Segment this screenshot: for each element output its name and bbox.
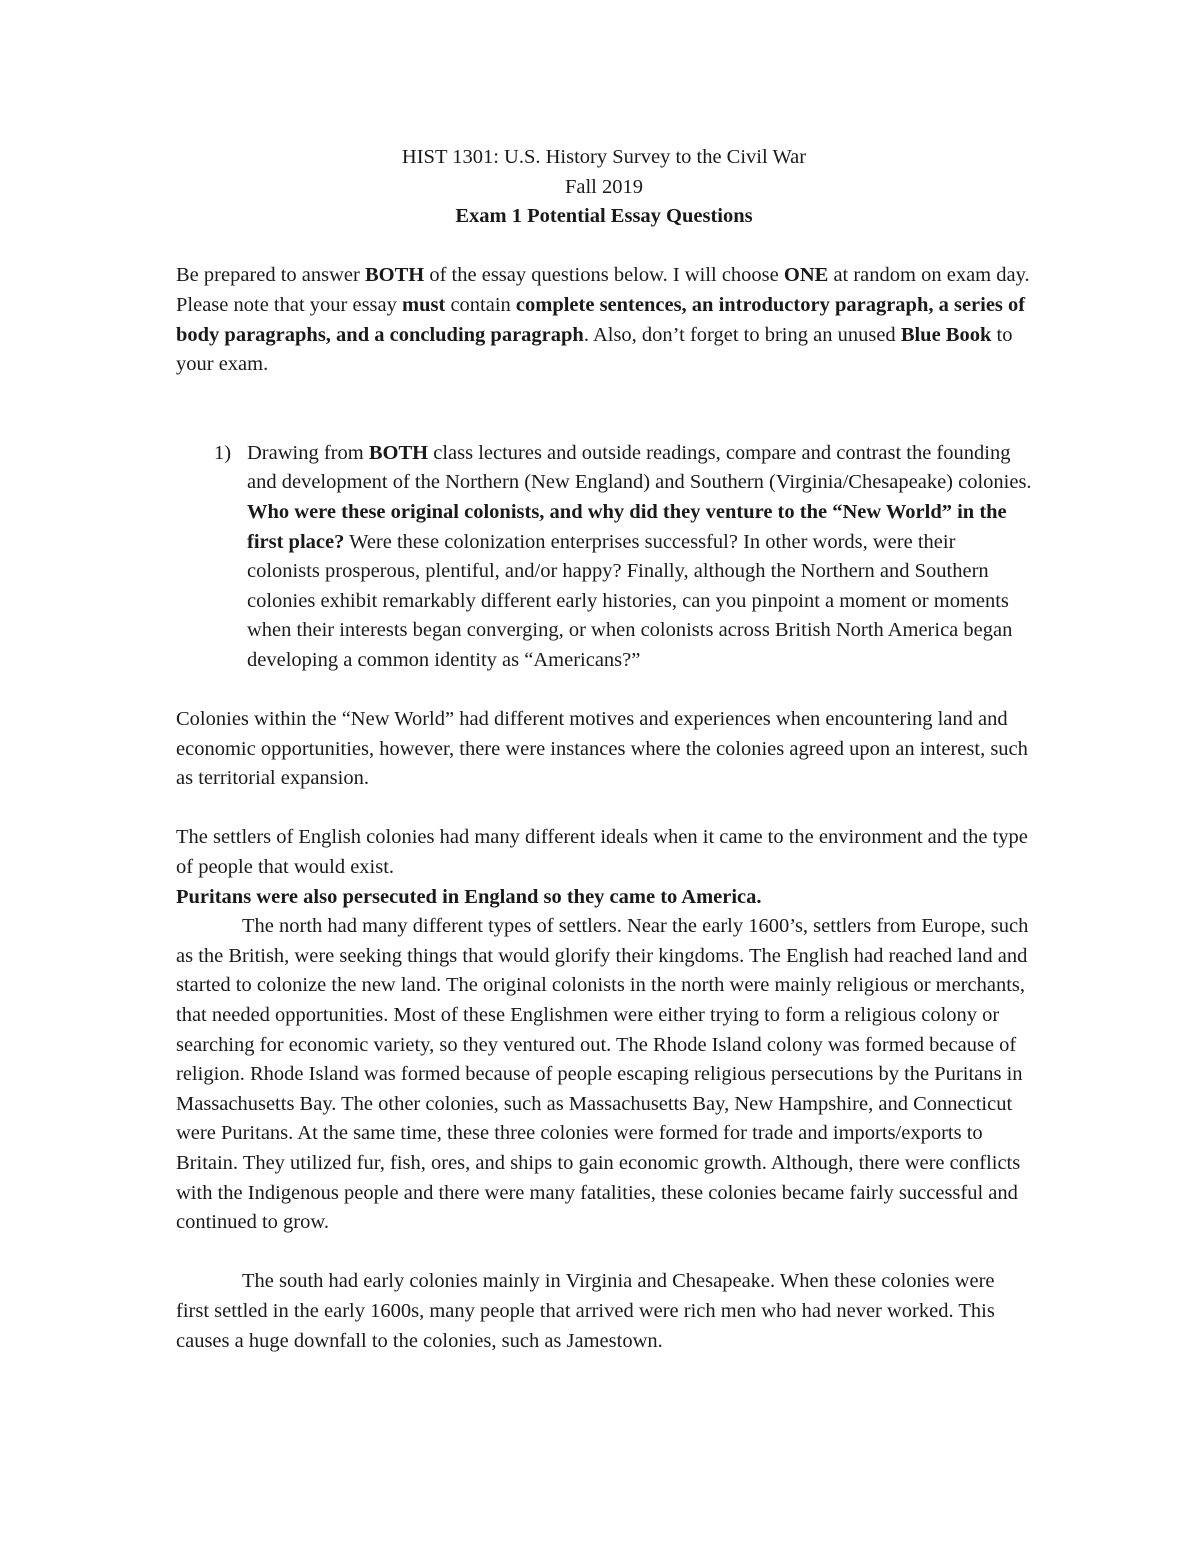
question-text-2: class lectures and outside readings, compare and contrast the founding and development of the Northern (New England) and Southern (Virginia/Chesapeake) colonies. xyxy=(247,441,1032,494)
instructions-text-6: to your exam. xyxy=(176,323,1013,376)
puritans-note-text: Puritans were also persecuted in England so they came to America. xyxy=(176,885,762,908)
instructions-bold-4: complete sentences, an introductory paragraph, a series of body paragraphs, and a concluding paragraph xyxy=(176,293,1026,346)
instructions-bold-2: ONE xyxy=(783,264,829,287)
south-paragraph: The south had early colonies mainly in Virginia and Chesapeake. When these colonies were first settled in the early 1600s, many people that arrived were rich men who had never worked. This causes a huge downfall to the colonies, such as Jamestown. xyxy=(176,1270,995,1352)
instructions-text-4: contain xyxy=(445,293,516,316)
instructions-text-1: Be prepared to answer xyxy=(176,264,365,287)
term: Fall 2019 xyxy=(564,175,644,198)
question-bold-2: Who were these original colonists, and why did they venture to the “New World” in the first place? xyxy=(247,500,1007,553)
document-body xyxy=(176,143,1032,1356)
question-1 xyxy=(176,439,1032,676)
question-text xyxy=(247,439,1032,676)
instructions-text-3: at random on exam day. Please note that your essay xyxy=(176,264,1030,316)
instructions-text-2: of the essay questions below. I will choose xyxy=(424,264,784,287)
question-text-3: Were these colonization enterprises successful? In other words, were their colonists prosperous, plentiful, and/or happy? Finally, although the Northern and Southern colonies exhibit remarkably different early histories, can you pinpoint a moment or moments when their interests began converging, or when colonists across British North America began developing a common identity as “Americans?” xyxy=(247,530,1013,671)
question-number: 1) xyxy=(214,441,232,464)
question-text-1: Drawing from xyxy=(247,441,369,464)
puritans-note xyxy=(176,883,1032,913)
exam-title-text: Exam 1 Potential Essay Questions xyxy=(455,205,753,228)
exam-title xyxy=(176,202,1032,232)
question-bold-1: BOTH xyxy=(368,441,429,464)
settlers-paragraph: The settlers of English colonies had many different ideals when it came to the environment and the type of people that would exist. xyxy=(176,826,1028,879)
thesis-paragraph: Colonies within the “New World” had different motives and experiences when encountering land and economic opportunities, however, there were instances where the colonies agreed upon an interest, such as territorial expansion. xyxy=(176,708,1028,790)
instructions-bold-3: must xyxy=(402,293,446,316)
course-title: HIST 1301: U.S. History Survey to the Civil War xyxy=(401,146,807,168)
instructions-bold-5: Blue Book xyxy=(900,323,992,346)
instructions-bold-1: BOTH xyxy=(364,264,425,287)
instructions-paragraph xyxy=(176,261,1032,379)
north-paragraph: The north had many different types of settlers. Near the early 1600’s, settlers from Europe, such as the British, were seeking things that would glorify their kingdoms. The English had reached land and started to colonize the new land. The original colonists in the north were mainly religious or merchants, that needed opportunities. Most of these Englishmen were either trying to form a religious colony or searching for economic variety, so they ventured out. The Rhode Island colony was formed because of religion. Rhode Island was formed because of people escaping religious persecutions by the Puritans in Massachusetts Bay. The other colonies, such as Massachusetts Bay, New Hampshire, and Connecticut were Puritans. At the same time, these three colonies were formed for trade and imports/exports to Britain. They utilized fur, fish, ores, and ships to gain economic growth. Although, there were conflicts with the Indigenous people and there were many fatalities, these colonies became fairly successful and continued to grow. xyxy=(176,915,1029,1234)
instructions-text-5: . Also, don’t forget to bring an unused xyxy=(583,323,901,346)
